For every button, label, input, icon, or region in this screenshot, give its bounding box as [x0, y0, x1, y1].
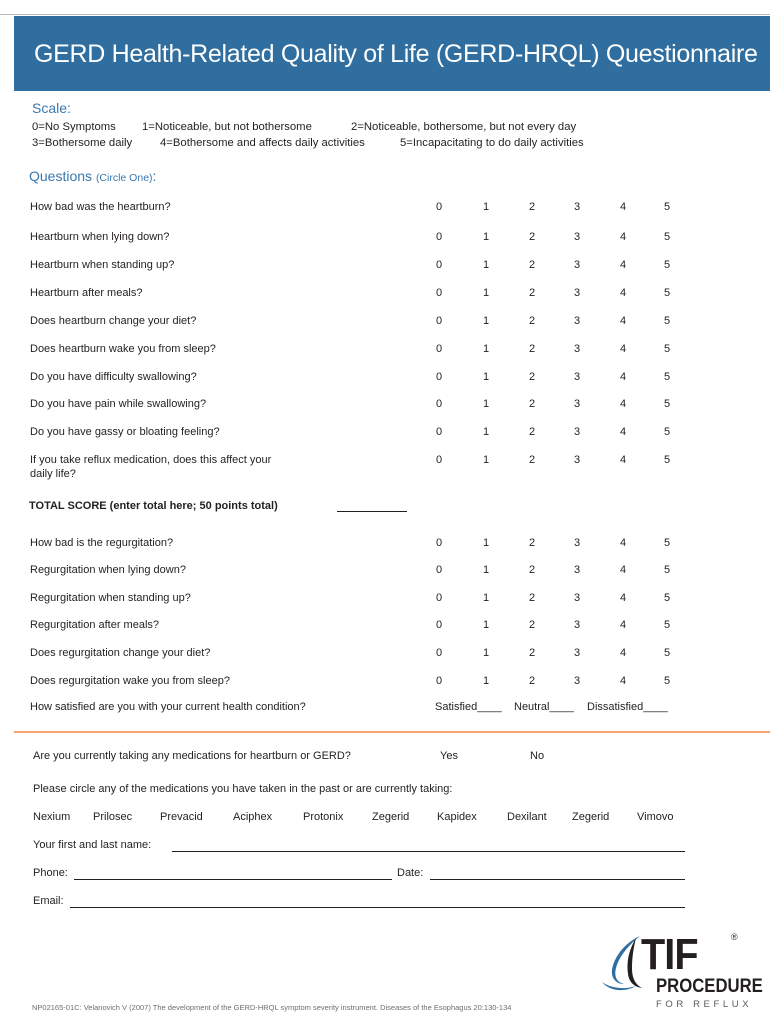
score-option[interactable]: 5: [663, 454, 671, 466]
regurgitation-question-row: [30, 618, 730, 636]
score-option[interactable]: 2: [528, 371, 536, 383]
questions-label: Questions: [29, 168, 93, 184]
question-text: Heartburn after meals?: [30, 287, 143, 299]
scale-item-0: 0=No Symptoms: [32, 121, 116, 133]
questions-title: [29, 168, 156, 184]
regurgitation-question-row: [30, 646, 730, 664]
score-option[interactable]: 3: [573, 675, 581, 687]
score-option[interactable]: 5: [663, 537, 671, 549]
regurgitation-question-row: [30, 591, 730, 609]
heartburn-question-row: [30, 342, 730, 360]
score-option[interactable]: 3: [573, 398, 581, 410]
medication-item[interactable]: Dexilant: [507, 811, 547, 823]
score-option[interactable]: 4: [619, 619, 627, 631]
question-text: Do you have difficulty swallowing?: [30, 371, 197, 383]
score-option[interactable]: 2: [528, 454, 536, 466]
score-option[interactable]: 1: [482, 259, 490, 271]
score-option[interactable]: 3: [573, 343, 581, 355]
score-option[interactable]: 0: [435, 259, 443, 271]
score-option[interactable]: 5: [663, 592, 671, 604]
heartburn-question-row: [30, 258, 730, 276]
heartburn-question-row: [30, 230, 730, 248]
score-option[interactable]: 1: [482, 371, 490, 383]
no-option[interactable]: No: [530, 750, 545, 762]
logo-reflux-text: FOR REFLUX: [656, 999, 753, 1010]
score-option[interactable]: 0: [435, 426, 443, 438]
date-field-row: [397, 867, 423, 883]
score-option[interactable]: 3: [573, 259, 581, 271]
score-option[interactable]: 3: [573, 592, 581, 604]
medication-list: [33, 811, 733, 827]
score-option[interactable]: 4: [619, 398, 627, 410]
yes-option[interactable]: Yes: [440, 750, 458, 762]
score-option[interactable]: 2: [528, 287, 536, 299]
score-option[interactable]: 1: [482, 426, 490, 438]
medication-question: Are you currently taking any medications for heartburn or GERD?: [33, 750, 351, 762]
total-score-field[interactable]: [337, 511, 407, 512]
phone-label: Phone:: [33, 867, 68, 879]
scale-item-1: 1=Noticeable, but not bothersome: [142, 121, 312, 133]
logo-registered-mark: ®: [731, 932, 738, 942]
medication-item[interactable]: Zegerid: [572, 811, 610, 823]
score-option[interactable]: 4: [619, 315, 627, 327]
score-option[interactable]: 3: [573, 564, 581, 576]
score-option[interactable]: 4: [619, 564, 627, 576]
score-option[interactable]: 3: [573, 231, 581, 243]
medication-item[interactable]: Aciphex: [233, 811, 273, 823]
score-option[interactable]: 2: [528, 315, 536, 327]
score-option[interactable]: 0: [435, 454, 443, 466]
heartburn-question-row: [30, 286, 730, 304]
score-option[interactable]: 5: [663, 231, 671, 243]
score-option[interactable]: 4: [619, 231, 627, 243]
score-option[interactable]: 5: [663, 201, 671, 213]
score-option[interactable]: 1: [482, 454, 490, 466]
score-option[interactable]: 5: [663, 259, 671, 271]
score-option[interactable]: 4: [619, 343, 627, 355]
total-score-label: TOTAL SCORE (enter total here; 50 points total): [29, 500, 278, 512]
score-option[interactable]: 4: [619, 371, 627, 383]
regurgitation-question-row: [30, 674, 730, 692]
satisfaction-question: How satisfied are you with your current health condition?: [30, 701, 306, 713]
satisfied-option[interactable]: Satisfied____: [435, 701, 502, 713]
question-text: Does regurgitation change your diet?: [30, 647, 211, 659]
score-option[interactable]: 0: [435, 619, 443, 631]
score-option[interactable]: 0: [435, 201, 443, 213]
score-option[interactable]: 1: [482, 398, 490, 410]
medication-item[interactable]: Prevacid: [160, 811, 203, 823]
medication-item[interactable]: Zegerid: [372, 811, 410, 823]
score-option[interactable]: 4: [619, 675, 627, 687]
medication-item[interactable]: Prilosec: [93, 811, 133, 823]
score-option[interactable]: 0: [435, 371, 443, 383]
score-option[interactable]: 0: [435, 675, 443, 687]
score-option[interactable]: 3: [573, 201, 581, 213]
score-option[interactable]: 1: [482, 675, 490, 687]
circle-one-note: (Circle One): [95, 172, 153, 184]
medication-item[interactable]: Vimovo: [637, 811, 674, 823]
heartburn-question-row: [30, 453, 730, 480]
heartburn-question-row: [30, 397, 730, 415]
score-option[interactable]: 2: [528, 537, 536, 549]
question-text: Heartburn when lying down?: [30, 231, 170, 243]
score-option[interactable]: 3: [573, 537, 581, 549]
score-option[interactable]: 2: [528, 398, 536, 410]
score-option[interactable]: 1: [482, 343, 490, 355]
score-option[interactable]: 1: [482, 201, 490, 213]
score-option[interactable]: 0: [435, 647, 443, 659]
score-option[interactable]: 3: [573, 315, 581, 327]
email-field-row: [33, 895, 64, 911]
score-option[interactable]: 0: [435, 592, 443, 604]
score-option[interactable]: 0: [435, 398, 443, 410]
questions-colon: :: [152, 168, 157, 184]
phone-field[interactable]: [74, 879, 392, 880]
score-option[interactable]: 3: [573, 647, 581, 659]
date-label: Date:: [397, 867, 424, 879]
question-text: Does regurgitation wake you from sleep?: [30, 675, 230, 687]
score-option[interactable]: 1: [482, 287, 490, 299]
phone-field-row: [33, 867, 68, 883]
score-option[interactable]: 2: [528, 592, 536, 604]
score-option[interactable]: 5: [663, 647, 671, 659]
score-option[interactable]: 4: [619, 647, 627, 659]
score-option[interactable]: 5: [663, 315, 671, 327]
score-option[interactable]: 5: [663, 398, 671, 410]
score-option[interactable]: 0: [435, 287, 443, 299]
satisfaction-row: [30, 701, 730, 717]
section-divider: [14, 731, 770, 733]
score-option[interactable]: 4: [619, 592, 627, 604]
dissatisfied-option[interactable]: Dissatisfied____: [587, 701, 668, 713]
scale-item-2: 2=Noticeable, bothersome, but not every day: [351, 121, 577, 133]
score-option[interactable]: 0: [435, 537, 443, 549]
score-option[interactable]: 2: [528, 619, 536, 631]
name-field[interactable]: [172, 851, 685, 852]
question-text: Do you have pain while swallowing?: [30, 398, 207, 410]
score-option[interactable]: 2: [528, 231, 536, 243]
date-field[interactable]: [430, 879, 685, 880]
medication-item[interactable]: Kapidex: [437, 811, 477, 823]
score-option[interactable]: 4: [619, 201, 627, 213]
score-option[interactable]: 4: [619, 426, 627, 438]
citation-footnote: NP02165-01C: Velanovich V (2007) The development of the GERD-HRQL symptom severity instrument. Diseases of the Esophagus 20:130-134: [32, 1003, 512, 1012]
question-text: How bad is the regurgitation?: [30, 537, 174, 549]
logo-tif-text: TIF: [641, 930, 698, 979]
score-option[interactable]: 1: [482, 619, 490, 631]
score-option[interactable]: 0: [435, 564, 443, 576]
page-title: GERD Health-Related Quality of Life (GERD-HRQL) Questionnaire: [34, 40, 758, 68]
question-text: Regurgitation after meals?: [30, 619, 160, 631]
top-rule: [0, 14, 770, 15]
question-text: Regurgitation when lying down?: [30, 564, 186, 576]
medication-item[interactable]: Nexium: [33, 811, 71, 823]
name-field-row: [33, 839, 151, 855]
score-option[interactable]: 5: [663, 287, 671, 299]
logo-procedure-text: PROCEDURE: [656, 976, 763, 997]
email-label: Email:: [33, 895, 64, 907]
score-option[interactable]: 5: [663, 675, 671, 687]
score-option[interactable]: 2: [528, 201, 536, 213]
medication-prompt: Please circle any of the medications you have taken in the past or are currently taking:: [33, 783, 453, 795]
question-text: Does heartburn wake you from sleep?: [30, 343, 216, 355]
score-option[interactable]: 1: [482, 592, 490, 604]
name-label: Your first and last name:: [33, 839, 152, 851]
medication-question-row: [33, 750, 633, 766]
score-option[interactable]: 3: [573, 619, 581, 631]
heartburn-question-row: [30, 370, 730, 388]
score-option[interactable]: 2: [528, 675, 536, 687]
question-text: If you take reflux medication, does this affect your daily life?: [30, 454, 272, 480]
score-option[interactable]: 2: [528, 564, 536, 576]
scale-item-3: 3=Bothersome daily: [32, 137, 133, 149]
score-option[interactable]: 3: [573, 426, 581, 438]
score-option[interactable]: 4: [619, 259, 627, 271]
score-option[interactable]: 2: [528, 343, 536, 355]
question-text: Does heartburn change your diet?: [30, 315, 197, 327]
tif-logo: [596, 930, 763, 1015]
score-option[interactable]: 4: [619, 537, 627, 549]
neutral-option[interactable]: Neutral____: [514, 701, 574, 713]
heartburn-question-row: [30, 200, 730, 218]
score-option[interactable]: 1: [482, 315, 490, 327]
email-field[interactable]: [70, 907, 685, 908]
question-text: Regurgitation when standing up?: [30, 592, 191, 604]
score-option[interactable]: 0: [435, 315, 443, 327]
score-option[interactable]: 5: [663, 426, 671, 438]
question-text: How bad was the heartburn?: [30, 201, 171, 213]
score-option[interactable]: 0: [435, 343, 443, 355]
score-option[interactable]: 0: [435, 231, 443, 243]
score-option[interactable]: 3: [573, 287, 581, 299]
question-text: Do you have gassy or bloating feeling?: [30, 426, 220, 438]
score-option[interactable]: 1: [482, 647, 490, 659]
score-option[interactable]: 2: [528, 426, 536, 438]
score-option[interactable]: 1: [482, 564, 490, 576]
score-option[interactable]: 1: [482, 537, 490, 549]
score-option[interactable]: 5: [663, 619, 671, 631]
score-option[interactable]: 3: [573, 454, 581, 466]
scale-title: Scale:: [32, 100, 71, 116]
score-option[interactable]: 4: [619, 454, 627, 466]
heartburn-question-row: [30, 425, 730, 443]
score-option[interactable]: 4: [619, 287, 627, 299]
scale-item-4: 4=Bothersome and affects daily activities: [160, 137, 365, 149]
scale-item-5: 5=Incapacitating to do daily activities: [400, 137, 584, 149]
regurgitation-question-row: [30, 563, 730, 581]
score-option[interactable]: 2: [528, 259, 536, 271]
score-option[interactable]: 5: [663, 564, 671, 576]
question-text: Heartburn when standing up?: [30, 259, 175, 271]
medication-item[interactable]: Protonix: [303, 811, 344, 823]
heartburn-question-row: [30, 314, 730, 332]
score-option[interactable]: 5: [663, 343, 671, 355]
regurgitation-question-row: [30, 536, 730, 554]
score-option[interactable]: 5: [663, 371, 671, 383]
score-option[interactable]: 3: [573, 371, 581, 383]
score-option[interactable]: 1: [482, 231, 490, 243]
score-option[interactable]: 2: [528, 647, 536, 659]
